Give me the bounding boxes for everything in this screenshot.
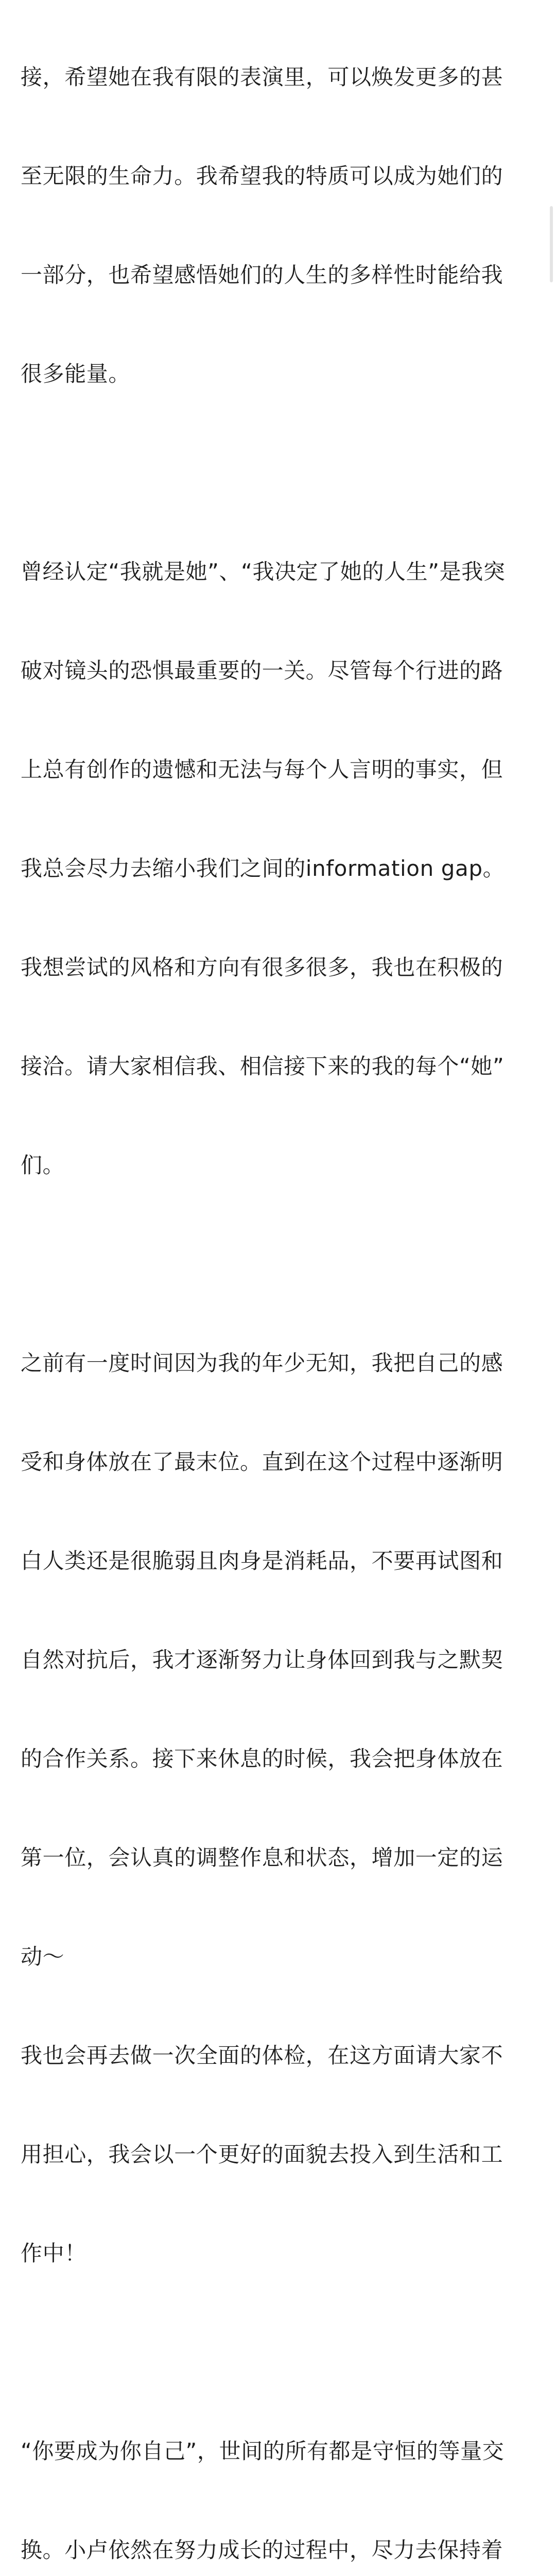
text-line: 至无限的生命力。我希望我的特质可以成为她们的 <box>21 163 503 189</box>
text-line: 自然对抗后，我才逐渐努力让身体回到我与之默契 <box>21 1647 503 1672</box>
post-body <box>21 0 523 2576</box>
text-line: 很多能量。 <box>21 361 131 386</box>
paragraph-3 <box>21 1281 523 2336</box>
text-line: 动～ <box>21 1944 65 1969</box>
text-line: 曾经认定“我就是她”、“我决定了她的人生”是我突 <box>21 559 506 584</box>
text-line: 破对镜头的恐惧最重要的一关。尽管每个行进的路 <box>21 658 503 683</box>
text-line: 我总会尽力去缩小我们之间的information gap。 <box>21 856 505 881</box>
paragraph-2 <box>21 489 523 1248</box>
text-line: 的合作关系。接下来休息的时候，我会把身体放在 <box>21 1746 503 1771</box>
text-line: 一部分，也希望感悟她们的人生的多样性时能给我 <box>21 262 503 287</box>
vertical-scrollbar[interactable] <box>550 206 553 282</box>
text-line: 用担心，我会以一个更好的面貌去投入到生活和工 <box>21 2142 503 2167</box>
paragraph-1 <box>21 0 523 456</box>
text-line: 作中！ <box>21 2241 86 2266</box>
text-line: 接洽。请大家相信我、相信接下来的我的每个“她” <box>21 1054 505 1079</box>
text-line: 上总有创作的遗憾和无法与每个人言明的事实，但 <box>21 757 503 782</box>
text-line: 受和身体放在了最末位。直到在这个过程中逐渐明 <box>21 1449 503 1475</box>
text-line: 们。 <box>21 1153 65 1178</box>
text-line: 我也会再去做一次全面的体检，在这方面请大家不 <box>21 2043 503 2068</box>
text-line: 接，希望她在我有限的表演里，可以焕发更多的甚 <box>21 64 503 90</box>
text-line: 换。小卢依然在努力成长的过程中，尽力去保持着 <box>21 2537 503 2563</box>
text-line: 第一位，会认真的调整作息和状态，增加一定的运 <box>21 1845 503 1870</box>
text-line: “你要成为你自己”，世间的所有都是守恒的等量交 <box>21 2438 505 2464</box>
paragraph-4 <box>21 2369 523 2576</box>
text-line: 白人类还是很脆弱且肉身是消耗品，不要再试图和 <box>21 1548 503 1573</box>
text-line: 之前有一度时间因为我的年少无知，我把自己的感 <box>21 1350 503 1376</box>
text-line: 我想尝试的风格和方向有很多很多，我也在积极的 <box>21 955 503 980</box>
